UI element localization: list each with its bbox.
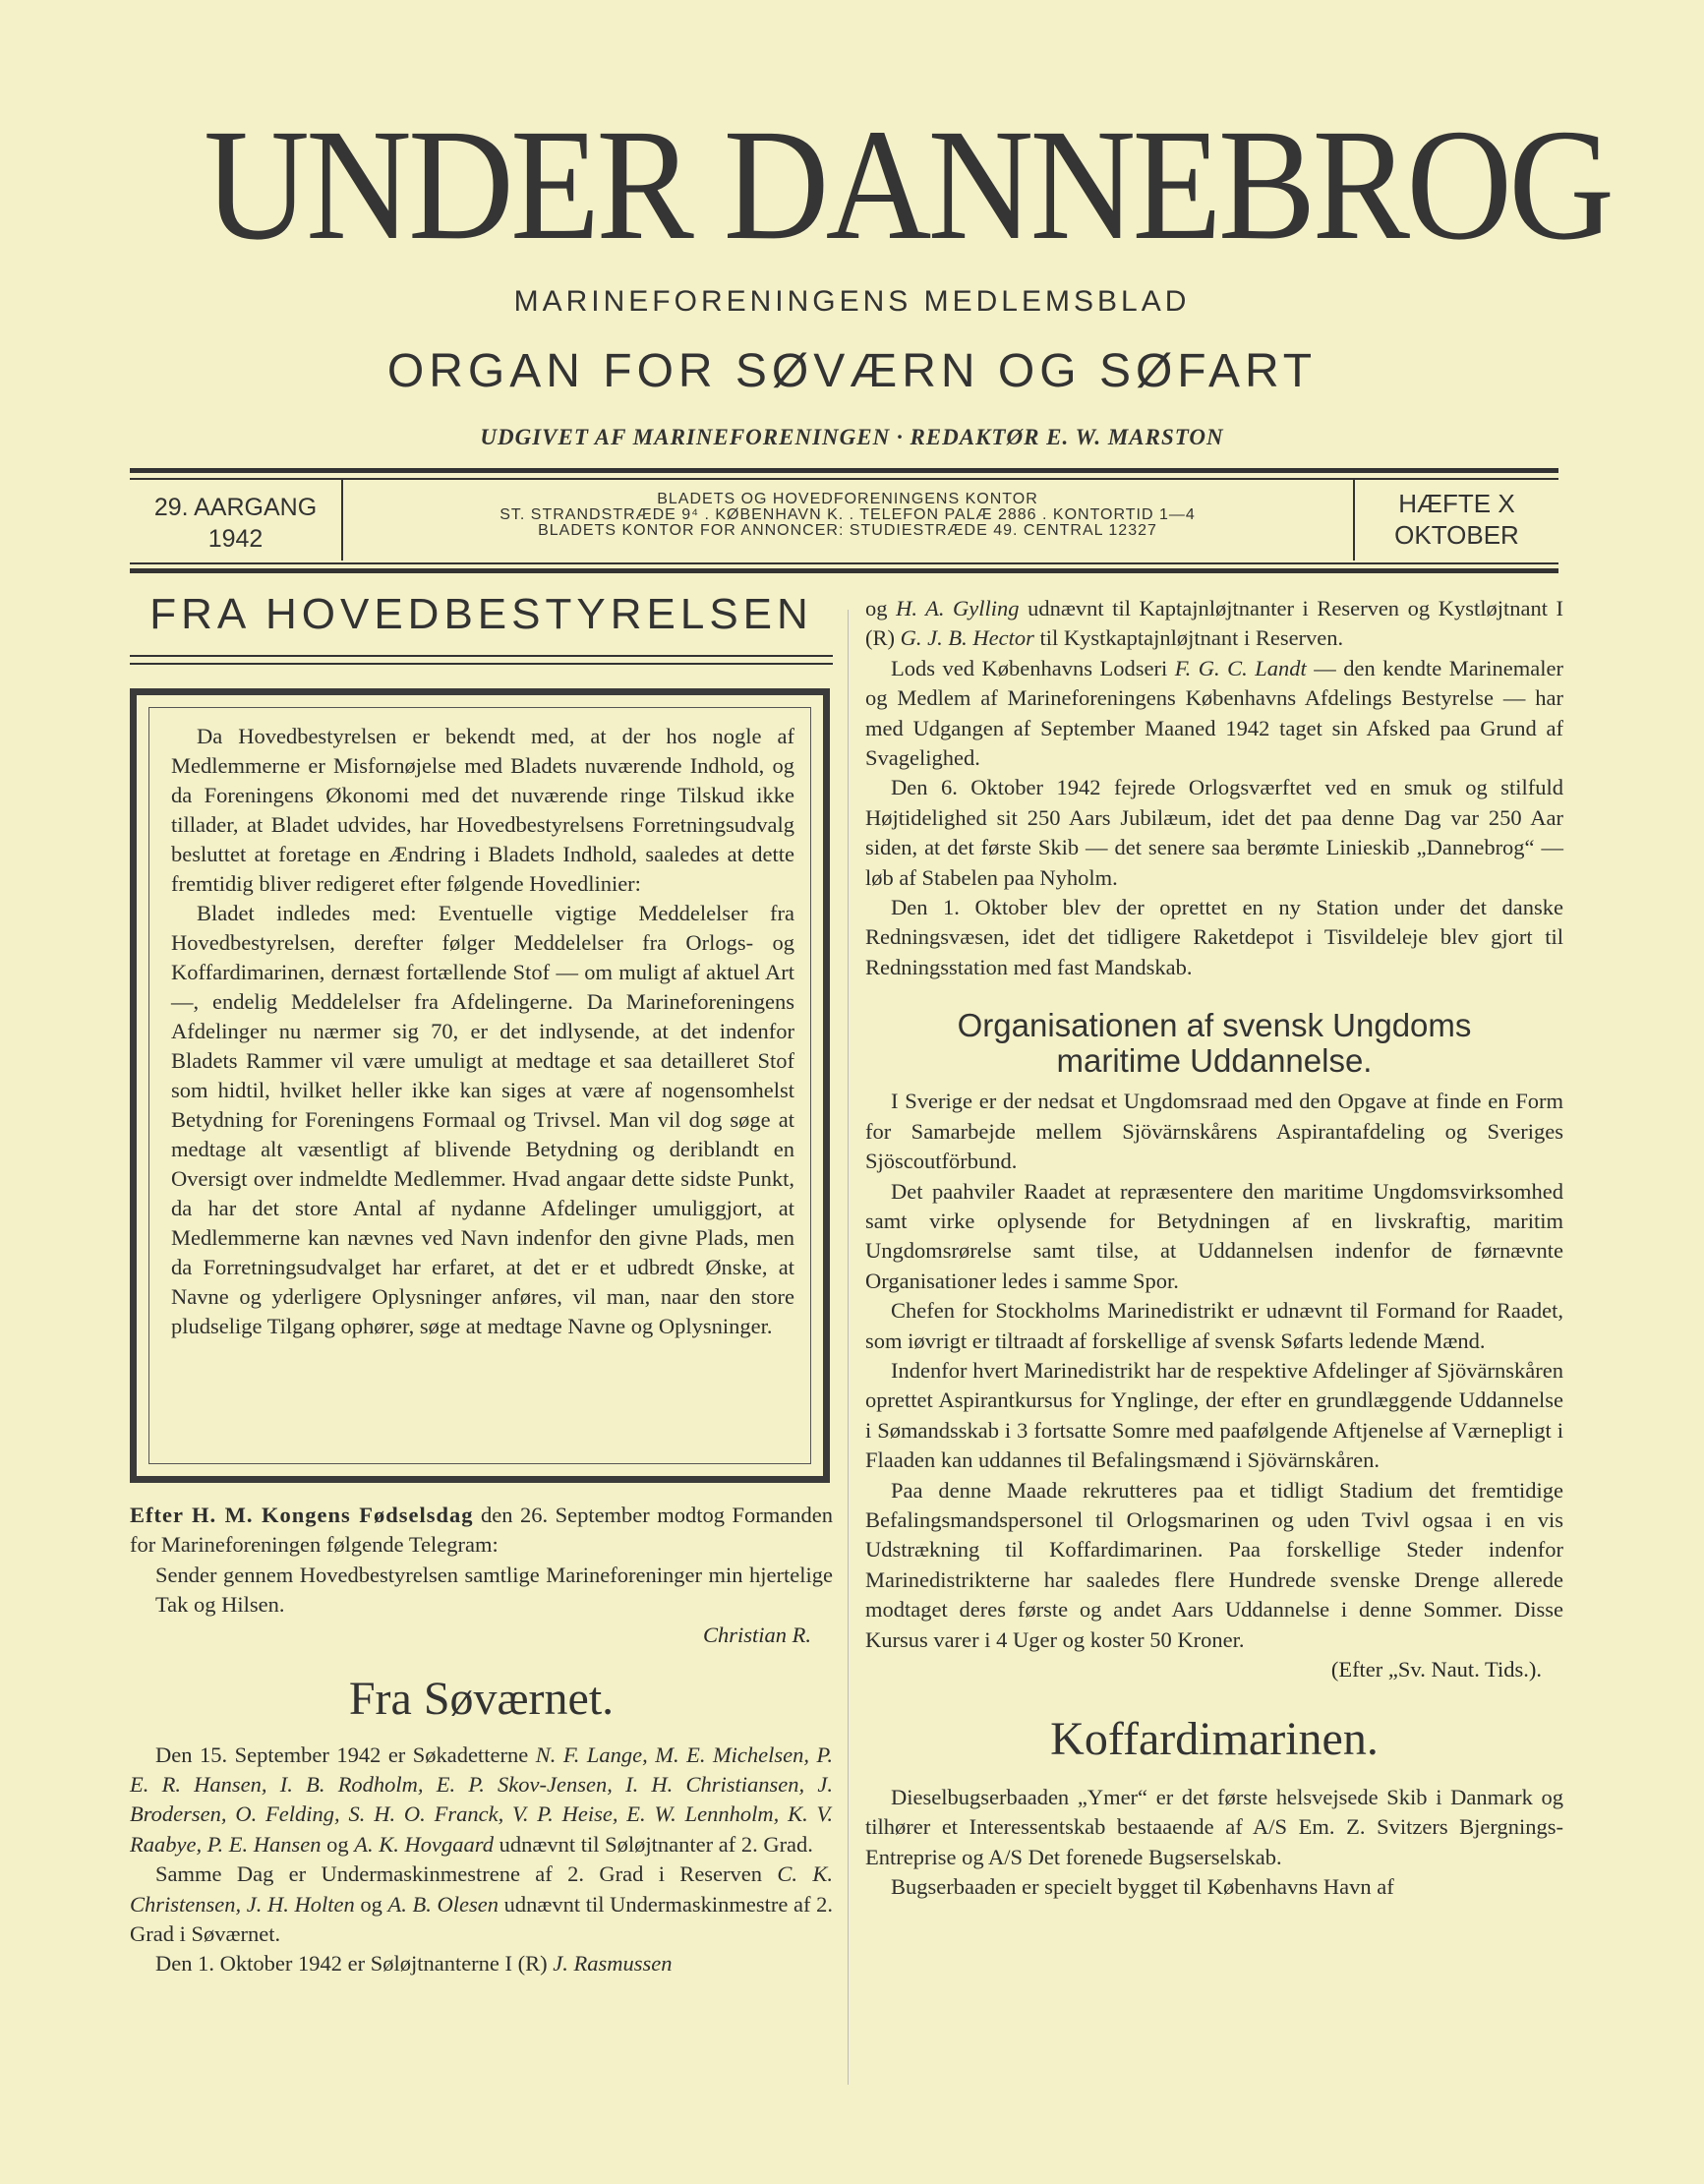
right-paragraph-1 <box>865 594 1563 654</box>
band-office-line1: BLADETS OG HOVEDFORENINGENS KONTOR <box>657 491 1038 507</box>
r-p1-a: og <box>865 596 897 620</box>
band-top-rule-thin <box>130 478 1558 480</box>
organisation-source: (Efter „Sv. Naut. Tids.). <box>1330 1657 1542 1682</box>
kongens-paragraph <box>130 1501 833 1561</box>
band-office-line3: BLADETS KONTOR FOR ANNONCER: STUDIESTRÆDE 49. CENTRAL 12327 <box>538 522 1157 539</box>
announcement-paragraph-1: Da Hovedbestyrelsen er bekendt med, at der hos nogle af Medlemmerne er Misfornøjelse med Bladets nuværende Indhold, og da Foreningens Økonomi med det nuværende ringe Tilskud ikke tillader, at Bladet udvides, har Hovedbestyrelsens Forretningsudvalg besluttet at foretage en Ændring i Bladets Indhold, saaledes at dette fremtidig bliver redigeret efter følgende Hovedlinier: <box>171 724 794 896</box>
band-divider-left <box>341 480 343 561</box>
right-column <box>865 594 1563 1903</box>
announcement-paragraph-2: Bladet indledes med: Eventuelle vigtige Meddelelser fra Hovedbestyrelsen, derefter følger Meddelelser fra Orlogs- og Koffardimarinen, dernæst fortællende Stof — om muligt af aktuel Art —, endelig Meddelelser fra Afdelingerne. Da Marineforeningens Afdelinger nu nærmer sig 70, er det indlysende, at det indenfor Bladets Rammer vil være umuligt at medtage et saa detailleret Stof som hidtil, hvilket heller ikke kan siges at være af nogensomhelst Betydning for Foreningens Formaal og Trivsel. Man vil dog søge at medtage alt væsentligt af blivende Betydning og deriblandt en Oversigt over indmeldte Medlemmer. Hvad angaar dette sidste Punkt, da har det store Antal af nydanne Afdelinger umuliggjort, at Medlemmerne kan nævnes ved Navn indenfor den givne Plads, men da Forretningsudvalget har erfaret, at det er et udbredt Ønske, at Navne og yderligere Oplysninger anføres, vil man, naar den store pludselige Tilgang ophører, søge at medtage Navne og Oplysninger. <box>171 901 794 1338</box>
r-p2-name: F. G. C. Landt <box>1174 655 1307 680</box>
left-column-lower <box>130 1501 833 1979</box>
organisation-heading-line1: Organisationen af svensk Ungdoms <box>957 1007 1472 1044</box>
sovaernet-heading: Fra Søværnet. <box>348 1672 615 1725</box>
sov-p1-names: N. F. Lange, M. E. Michelsen, P. E. R. Hansen, I. B. Rodholm, E. P. Skov-Jensen, I. H. Christiansen, J. Brodersen, O. Felding, S. H. O. Franck, V. P. Heise, E. W. Lennholm, K. V. Raabye, P. E. Hansen <box>130 1741 833 1857</box>
koffardimarinen-paragraph-2: Bugserbaaden er specielt bygget til Københavns Havn af <box>891 1874 1394 1900</box>
right-paragraph-4: Den 1. Oktober blev der oprettet en ny Station under det danske Redningsvæsen, idet det tidligere Raketdepot i Tisvildeleje blev gjort til Redningsstation med fast Mandskab. <box>865 895 1563 979</box>
sov-p3-text: Den 1. Oktober 1942 er Søløjtnanterne I (R) <box>155 1951 554 1977</box>
right-paragraph-3: Den 6. Oktober 1942 fejrede Orlogsværftet ved en smuk og stilfuld Højtidelighed sit 250 Aars Jubilæum, idet det paa denne Dag var 250 Aar siden, at det første Skib — det senere saa berømte Linieskib „Dannebrog“ — løb af Stabelen paa Nyholm. <box>865 775 1563 890</box>
sov-p2-names: C. K. Christensen, J. H. Holten <box>130 1861 834 1917</box>
left-column <box>130 590 833 665</box>
sovaernet-paragraph-3 <box>130 1949 833 1978</box>
sov-p2-last: A. B. Olesen <box>387 1891 499 1917</box>
masthead-publisher-line: UDGIVET AF MARINEFORENINGEN · REDAKTØR E. W. MARSTON <box>480 425 1224 449</box>
sov-p2-text: Samme Dag er Undermaskinmestrene af 2. Grad i Reserven <box>155 1861 778 1887</box>
organisation-heading-line2: maritime Uddannelse. <box>1056 1042 1373 1080</box>
section-rule <box>130 655 833 657</box>
telegram-signature: Christian R. <box>702 1622 811 1647</box>
band-bottom-rule <box>130 568 1558 573</box>
koffardimarinen-heading: Koffardimarinen. <box>1050 1713 1379 1765</box>
band-month: OKTOBER <box>1394 520 1519 550</box>
koffardimarinen-paragraph-1: Dieselbugserbaaden „Ymer“ er det første helsvejsede Skib i Danmark og tilhører et Interessentskab bestaaende af A/S Em. Z. Svitzers Bjergnings-Entreprise og A/S Det forenede Bugserselskab. <box>865 1785 1563 1869</box>
sov-p1-tail: udnævnt til Søløjtnanter af 2. Grad. <box>493 1831 813 1857</box>
sov-p2-og: og <box>354 1891 388 1917</box>
masthead-organ-line: ORGAN FOR SØVÆRN OG SØFART <box>386 345 1318 397</box>
band-issue <box>1355 488 1558 551</box>
sovaernet-paragraph-1 <box>130 1741 833 1860</box>
kongens-rest: den 26. September modtog Formanden for Marineforeningen følgende Telegram: <box>130 1503 833 1558</box>
r-p1-name1: H. A. Gylling <box>896 596 1020 620</box>
r-p2-a: Lods ved Københavns Lodseri <box>891 655 1175 680</box>
announcement-box-inner <box>148 707 811 1464</box>
organisation-paragraph-3: Chefen for Stockholms Marinedistrikt er udnævnt til Formand for Raadet, som iøvrigt er tiltraadt af forskellige af svensk Søfarts ledende Mænd. <box>865 1298 1563 1353</box>
section-rule-2 <box>130 663 833 665</box>
r-p1-name2: G. J. B. Hector <box>900 625 1034 651</box>
organisation-paragraph-4: Indenfor hvert Marinedistrikt har de respektive Afdelinger af Sjövärnskåren oprettet Aspirantkursus for Ynglinge, der efter en grundlæggende Uddannelse i Sømandsskab i 3 fortsatte Somre med paafølgende Aftjenelse af Værnepligt i Flaaden kan uddannes til Befalingsmænd i Sjövärnskåren. <box>865 1357 1563 1473</box>
organisation-paragraph-5: Paa denne Maade rekrutteres paa et tidligt Stadium det fremtidige Befalingsmandspersonel til Orlogsmarinen og uden Tvivl ogsaa i en vis Udstrækning til Koffardimarinen. Paa forskellige Steder indenfor Marinedistrikterne har saaledes flere Hundrede svenske Drenge allerede modtaget deres første og andet Aars Uddannelse i denne Sommer. Disse Kursus varer i 4 Uger og koster 50 Kroner. <box>865 1477 1563 1652</box>
band-aargang: 29. AARGANG <box>153 494 318 521</box>
band-top-rule <box>130 468 1558 473</box>
sov-p1-text: Den 15. September 1942 er Søkadetterne <box>155 1741 536 1767</box>
organisation-paragraph-2: Det paahviler Raadet at repræsentere den maritime Ungdomsvirksomhed samt virke oplysende for Betydningen af en livskraftig, maritim Ungdomsrørelse samt tilse, at Uddannelsen indenfor de førnævnte Organisationer ledes i samme Spor. <box>865 1178 1563 1293</box>
sov-p1-og: og <box>321 1831 355 1857</box>
band-bottom-rule-thin <box>130 562 1558 564</box>
right-paragraph-2 <box>865 654 1563 774</box>
announcement-box <box>130 688 830 1483</box>
masthead-subtitle: MARINEFORENINGENS MEDLEMSBLAD <box>513 285 1191 318</box>
r-p1-c: til Kystkaptajnløjtnant i Reserven. <box>1033 625 1344 651</box>
telegram-text: Sender gennem Hovedbestyrelsen samtlige Marineforeninger min hjertelige Tak og Hilsen. <box>155 1562 833 1618</box>
band-haefte: HÆFTE X <box>1398 489 1515 518</box>
band-volume <box>130 492 341 555</box>
kongens-lead: Efter H. M. Kongens Fødselsdag <box>130 1503 474 1527</box>
column-divider <box>848 610 849 2085</box>
section-title-hovedbestyrelsen: FRA HOVEDBESTYRELSEN <box>149 590 813 638</box>
sov-p1-last: A. K. Hovgaard <box>354 1831 494 1857</box>
masthead-title: UNDER DANNEBROG <box>204 97 1612 273</box>
r-p2-b: — den kendte Marinemaler og Medlem af Marineforeningens Københavns Afdelings Bestyrelse — har med Udgangen af September Maaned 1942 taget sin Afsked paa Grund af Svagelighed. <box>865 655 1563 771</box>
sov-p2-tail: udnævnt til Undermaskinmestre af 2. Grad i Søværnet. <box>130 1891 833 1947</box>
band-year: 1942 <box>207 525 264 553</box>
band-office-line2: ST. STRANDSTRÆDE 9⁴ . KØBENHAVN K. . TELEFON PALÆ 2886 . KONTORTID 1—4 <box>499 506 1196 523</box>
sov-p3-name: J. Rasmussen <box>553 1951 673 1977</box>
r-p1-b: udnævnt til Kaptajnløjtnanter i Reserven og Kystløjtnant I (R) <box>865 596 1564 651</box>
band-office-info <box>344 492 1351 539</box>
organisation-paragraph-1: I Sverige er der nedsat et Ungdomsraad med den Opgave at finde en Form for Samarbejde mellem Sjövärnskårens Aspirantafdeling og Sveriges Sjöscoutförbund. <box>865 1089 1563 1174</box>
sovaernet-paragraph-2 <box>130 1859 833 1949</box>
